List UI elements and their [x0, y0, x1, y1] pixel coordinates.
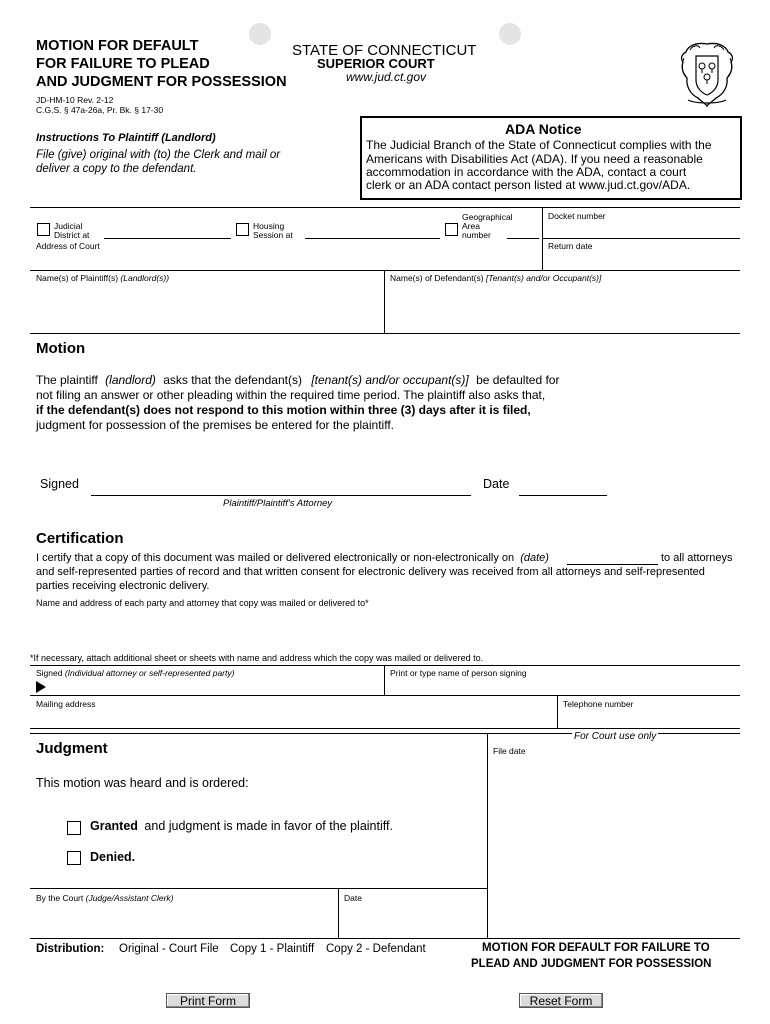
print-form-button[interactable]: Print Form — [166, 993, 250, 1008]
motion-date-line[interactable] — [519, 495, 607, 496]
ada-line-3: accommodation in accordance with the ADA, contact a court — [366, 165, 687, 179]
address-of-court-label: Address of Court — [36, 241, 100, 251]
distribution-original: Original - Court File — [119, 943, 219, 955]
form-title-line-1: MOTION FOR DEFAULT — [36, 38, 199, 54]
grid-address-bottom — [30, 270, 740, 271]
state-name: STATE OF CONNECTICUT — [292, 42, 477, 59]
cert-signed-label: Signed (Individual attorney or self-represented party) — [36, 668, 235, 678]
motion-line-4: judgment for possession of the premises be entered for the plaintiff. — [36, 418, 394, 432]
cert-line-1: I certify that a copy of this document was mailed or delivered electronically or non-electronically on (date) — [36, 552, 549, 564]
state-seal-icon — [678, 38, 736, 110]
judgment-heading: Judgment — [36, 740, 108, 757]
instructions-line-1: File (give) original with (to) the Clerk and mail or — [36, 149, 281, 161]
by-the-court-label: By the Court (Judge/Assistant Clerk) — [36, 893, 174, 903]
defendant-names-label: Name(s) of Defendant(s) [Tenant(s) and/or Occupant(s)] — [390, 273, 602, 283]
cert-line-3: parties receiving electronic delivery. — [36, 580, 210, 592]
jd-label-2: District at — [54, 230, 90, 240]
form-number: JD-HM-10 Rev. 2-12 — [36, 95, 114, 105]
motion-line-2: not filing an answer or other pleading within the required time period. The plaintiff also asks that, — [36, 388, 546, 402]
footer-title-line-1: MOTION FOR DEFAULT FOR FAILURE TO — [482, 942, 710, 954]
names-addresses-label: Name and address of each party and attorney that copy was mailed or delivered to* — [36, 598, 369, 608]
reset-form-button[interactable]: Reset Form — [519, 993, 603, 1008]
docket-column-divider — [542, 207, 543, 271]
return-date-label: Return date — [548, 241, 593, 251]
sign-here-arrow-icon — [36, 681, 46, 693]
judgment-date-label: Date — [344, 893, 362, 903]
mailing-address-label: Mailing address — [36, 699, 96, 709]
cert-grid-bottom — [30, 728, 740, 729]
granted-label: Granted and judgment is made in favor of the plaintiff. — [90, 819, 393, 833]
geographical-area-checkbox[interactable] — [445, 223, 458, 236]
motion-line-3: if the defendant(s) does not respond to this motion within three (3) days after it is filed, — [36, 403, 531, 417]
distribution-copy-2: Copy 2 - Defendant — [326, 943, 426, 955]
by-court-top-border — [30, 888, 487, 889]
grid-parties-bottom — [30, 333, 740, 334]
ada-line-4: clerk or an ADA contact person listed at www.jud.ct.gov/ADA. — [366, 178, 691, 192]
jd-label-1: Judicial — [54, 221, 83, 231]
cert-line-2: and self-represented parties of record and that written consent for electronic delivery was received from all attorneys and self-represented — [36, 566, 705, 578]
party-column-divider — [384, 270, 385, 333]
ada-heading: ADA Notice — [505, 121, 582, 137]
certification-footnote: *If necessary, attach additional sheet or sheets with name and address which the copy was mailed or delivered to. — [30, 653, 484, 663]
denied-checkbox[interactable] — [67, 851, 81, 865]
cert-line-1-end: to all attorneys — [661, 552, 733, 564]
instructions-heading: Instructions To Plaintiff (Landlord) — [36, 132, 216, 144]
ada-line-1: The Judicial Branch of the State of Connecticut complies with the — [366, 138, 712, 152]
instructions-line-2: deliver a copy to the defendant. — [36, 163, 197, 175]
telephone-label: Telephone number — [563, 699, 634, 709]
court-use-only: For Court use only — [574, 731, 657, 742]
cert-grid-middle — [30, 695, 740, 696]
court-use-divider — [487, 733, 488, 938]
ga-input-line[interactable] — [507, 238, 539, 239]
granted-checkbox[interactable] — [67, 821, 81, 835]
judgment-ordered-text: This motion was heard and is ordered: — [36, 776, 249, 790]
form-title-line-2: FOR FAILURE TO PLEAD — [36, 56, 210, 72]
cert-date-line[interactable] — [567, 564, 658, 565]
cert-signed-divider — [384, 665, 385, 695]
motion-signature-line[interactable] — [91, 495, 471, 496]
hs-input-line[interactable] — [305, 238, 440, 239]
docket-number-label: Docket number — [548, 211, 606, 221]
form-title-line-3: AND JUDGMENT FOR POSSESSION — [36, 74, 287, 90]
ga-label-3: number — [462, 230, 491, 240]
cert-grid-top — [30, 665, 740, 666]
signer-caption: Plaintiff/Plaintiff's Attorney — [223, 498, 333, 509]
distribution-copy-1: Copy 1 - Plaintiff — [230, 943, 315, 955]
jd-input-line[interactable] — [104, 238, 231, 239]
by-court-date-divider — [338, 888, 339, 938]
statute-reference: C.G.S. § 47a-26a, Pr. Bk. § 17-30 — [36, 105, 164, 115]
denied-label: Denied. — [90, 850, 136, 864]
motion-signed-label: Signed — [40, 477, 79, 491]
housing-session-checkbox[interactable] — [236, 223, 249, 236]
punch-hole-right — [499, 23, 521, 45]
judicial-district-checkbox[interactable] — [37, 223, 50, 236]
plaintiff-names-label: Name(s) of Plaintiff(s) (Landlord(s)) — [36, 273, 170, 283]
website: www.jud.ct.gov — [346, 70, 427, 84]
distribution-label: Distribution: — [36, 943, 105, 955]
certification-heading: Certification — [36, 530, 124, 547]
court-name: SUPERIOR COURT — [317, 56, 435, 71]
grid-top-border — [30, 207, 740, 208]
judgment-bottom-border — [30, 938, 740, 939]
file-date-label: File date — [493, 746, 526, 756]
footer-title-line-2: PLEAD AND JUDGMENT FOR POSSESSION — [471, 958, 712, 970]
ga-label-1: Geographical — [462, 212, 513, 222]
cert-phone-divider — [557, 695, 558, 728]
print-name-label: Print or type name of person signing — [390, 668, 527, 678]
hs-label-2: Session at — [253, 230, 293, 240]
ga-label-2: Area — [462, 221, 480, 231]
punch-hole-left — [249, 23, 271, 45]
motion-heading: Motion — [36, 340, 86, 357]
ada-line-2: Americans with Disabilities Act (ADA). If you need a reasonable — [366, 152, 703, 166]
motion-line-1: The plaintiff (landlord) asks that the defendant(s) [tenant(s) and/or occupant(s)] be defaulted for — [36, 373, 560, 387]
hs-label-1: Housing — [253, 221, 285, 231]
docket-return-divider — [542, 238, 740, 239]
motion-date-label: Date — [483, 477, 510, 491]
